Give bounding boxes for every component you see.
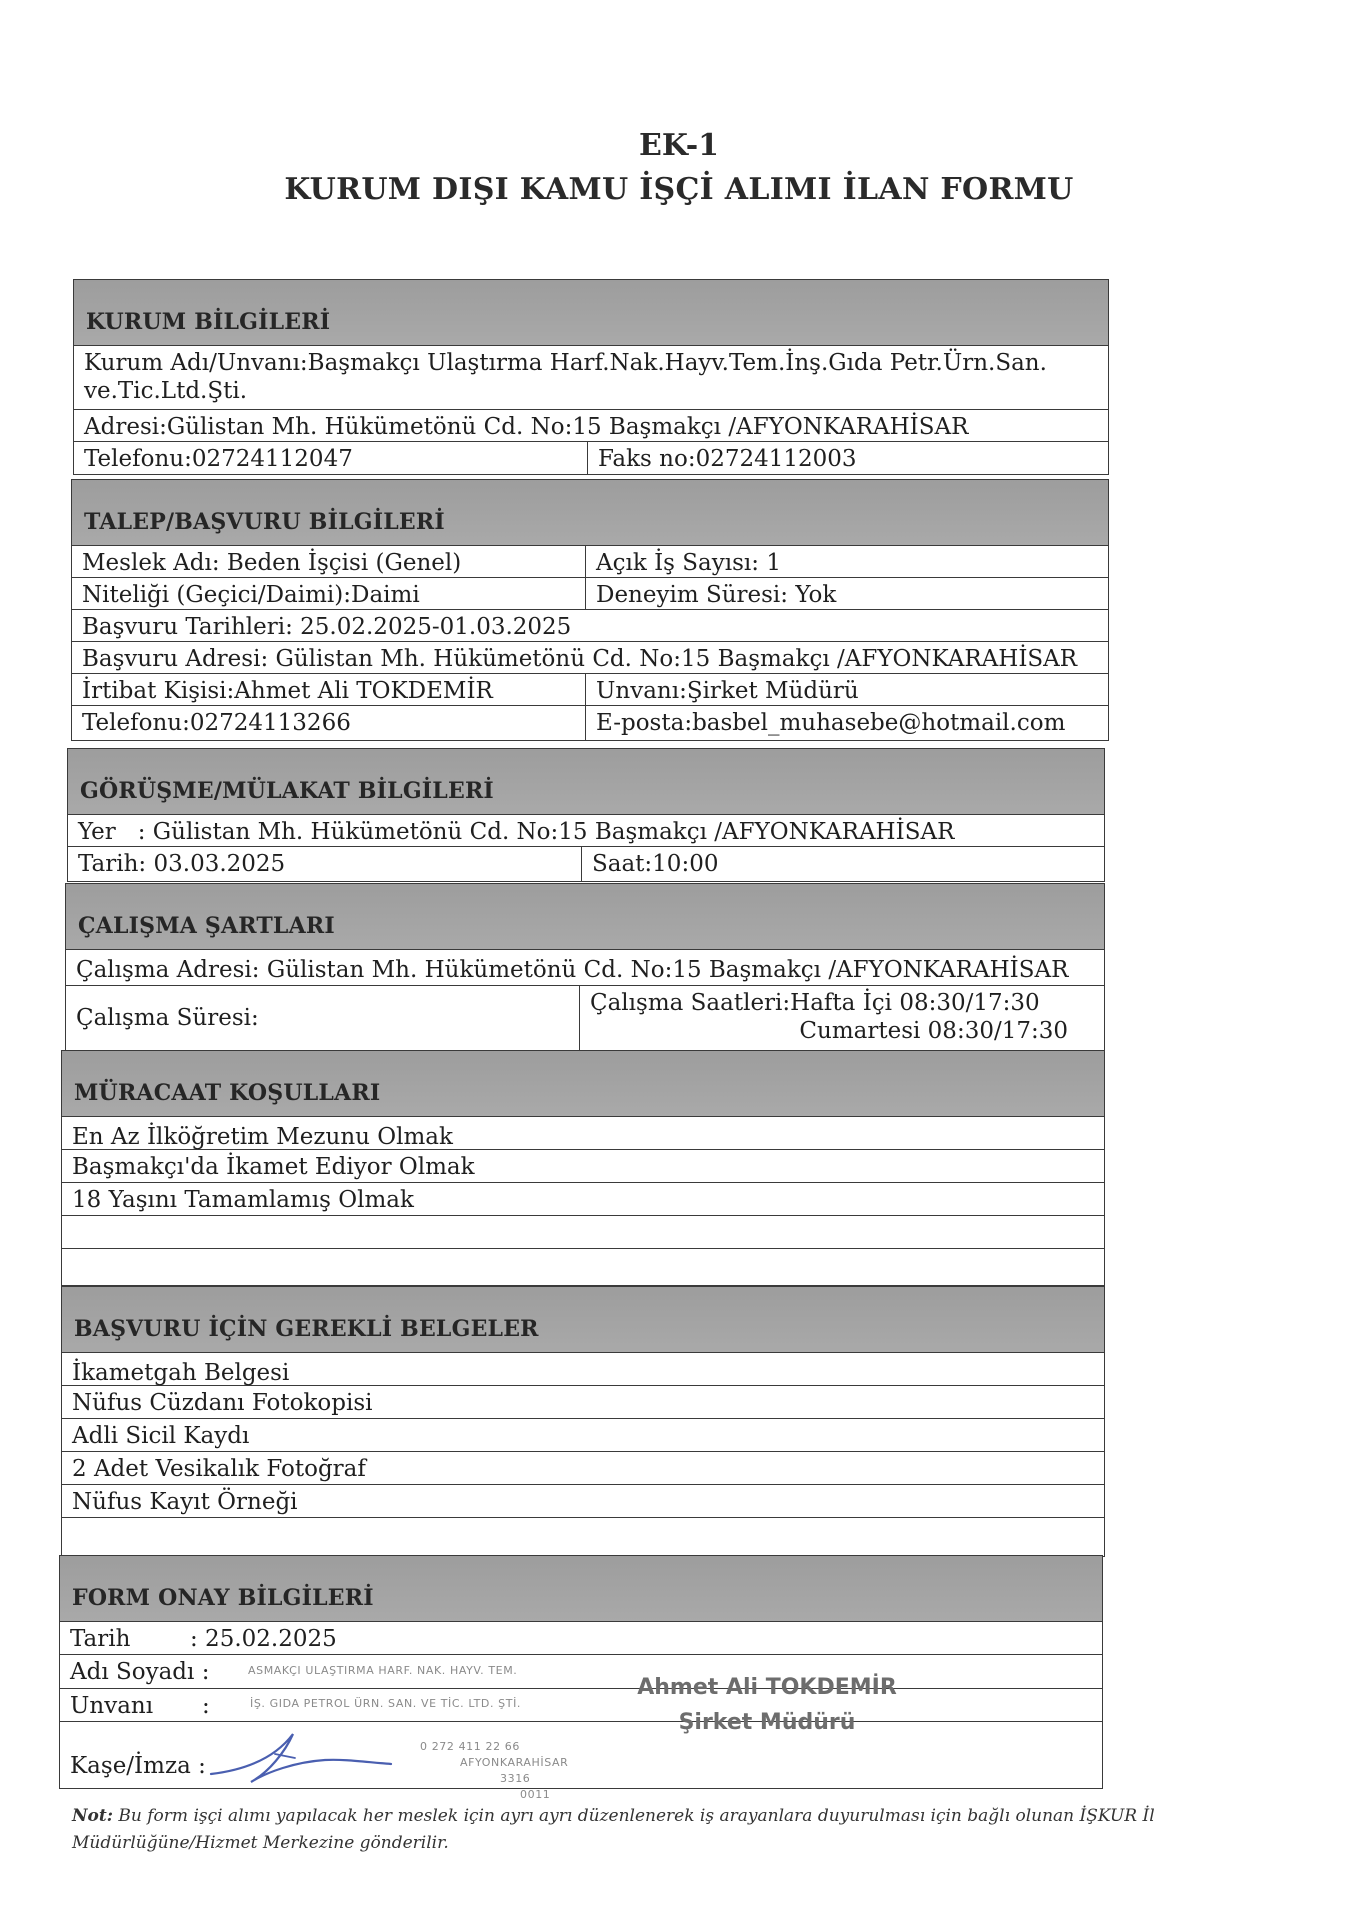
kurum-address-row	[74, 410, 1108, 442]
onay-date-row	[60, 1622, 1102, 1655]
stamp-line: AFYONKARAHİSAR	[460, 1756, 569, 1769]
document-item: Adli Sicil Kaydı	[72, 1423, 250, 1449]
approval-title-colon: :	[202, 1693, 210, 1719]
condition-row	[62, 1249, 1104, 1285]
belgeler-heading: BAŞVURU İÇİN GEREKLİ BELGELER	[62, 1287, 1104, 1353]
form-code: EK-1	[638, 128, 720, 163]
talep-row	[72, 546, 1108, 578]
job-nature: Niteliği (Geçici/Daimi):Daimi	[82, 582, 420, 608]
condition-row	[62, 1183, 1104, 1216]
contact-phone: Telefonu:02724113266	[82, 710, 351, 736]
kurum-heading: KURUM BİLGİLERİ	[74, 280, 1108, 346]
gorusme-section	[67, 748, 1105, 882]
occupation: Meslek Adı: Beden İşçisi (Genel)	[82, 550, 462, 576]
calisma-row	[66, 986, 1104, 1050]
kurum-phone: Telefonu:02724112047	[84, 446, 353, 472]
onay-heading: FORM ONAY BİLGİLERİ	[60, 1556, 1102, 1622]
kurum-contact-row	[74, 442, 1108, 474]
signature-scribble	[205, 1728, 395, 1788]
condition-item: En Az İlköğretim Mezunu Olmak	[72, 1124, 453, 1150]
stamp-line: 3316	[500, 1772, 531, 1785]
calisma-section	[65, 883, 1105, 1051]
condition-item	[62, 1216, 1104, 1248]
muracaat-heading: MÜRACAAT KOŞULLARI	[62, 1051, 1104, 1117]
document-item: 2 Adet Vesikalık Fotoğraf	[72, 1456, 366, 1482]
talep-row	[72, 674, 1108, 706]
application-dates: Başvuru Tarihleri: 25.02.2025-01.03.2025	[82, 614, 572, 640]
work-hours-weekday: Çalışma Saatleri:Hafta İçi 08:30/17:30	[590, 990, 1040, 1016]
footer-note	[72, 1803, 1292, 1857]
belgeler-section	[61, 1286, 1105, 1557]
signer-title: Şirket Müdürü	[678, 1710, 856, 1735]
form-title: KURUM DIŞI KAMU İŞÇİ ALIMI İLAN FORMU	[284, 172, 1074, 207]
kurum-name-row	[74, 346, 1108, 410]
talep-section	[71, 479, 1109, 741]
condition-item: Başmakçı'da İkamet Ediyor Olmak	[72, 1154, 475, 1180]
condition-row	[62, 1216, 1104, 1249]
stamp-line: İŞ. GIDA PETROL ÜRN. SAN. VE TİC. LTD. ŞTİ.	[250, 1697, 522, 1710]
onay-name-row	[60, 1655, 1102, 1689]
interview-date: Tarih: 03.03.2025	[78, 851, 286, 877]
condition-item: 18 Yaşını Tamamlamış Olmak	[72, 1187, 414, 1213]
gorusme-heading: GÖRÜŞME/MÜLAKAT BİLGİLERİ	[68, 749, 1104, 815]
kurum-section	[73, 279, 1109, 475]
document-item: Nüfus Kayıt Örneği	[72, 1489, 298, 1515]
condition-item	[62, 1249, 1104, 1285]
work-address: Çalışma Adresi: Gülistan Mh. Hükümetönü Cd. No:15 Başmakçı /AFYONKARAHİSAR	[76, 957, 1069, 983]
interview-time: Saat:10:00	[581, 847, 1104, 881]
document-row	[62, 1386, 1104, 1419]
condition-row	[62, 1117, 1104, 1150]
approval-date-label: Tarih	[70, 1626, 131, 1652]
muracaat-section	[61, 1050, 1105, 1286]
onay-title-row	[60, 1689, 1102, 1722]
open-jobs: Açık İş Sayısı: 1	[585, 546, 1108, 577]
document-row	[62, 1419, 1104, 1452]
kurum-fax: Faks no:02724112003	[587, 442, 1108, 474]
contact-email: E-posta:basbel_muhasebe@hotmail.com	[585, 706, 1108, 740]
approval-title-label: Unvanı	[70, 1693, 154, 1719]
note-text: Bu form işçi alımı yapılacak her meslek için ayrı ayrı düzenlenerek iş arayanlara duyurulması için bağlı olunan İŞKUR İl Müdürlüğüne/Hizmet Merkezine gönderilir.	[72, 1806, 1155, 1853]
approval-name-label: Adı Soyadı :	[70, 1659, 210, 1685]
document-row	[62, 1452, 1104, 1485]
stamp-line: 0011	[520, 1788, 551, 1801]
condition-row	[62, 1150, 1104, 1183]
contact-title: Unvanı:Şirket Müdürü	[585, 674, 1108, 705]
approval-stamp-label: Kaşe/İmza :	[70, 1753, 206, 1779]
gorusme-row	[68, 815, 1104, 847]
talep-row	[72, 610, 1108, 642]
document-row	[62, 1518, 1104, 1556]
calisma-row	[66, 950, 1104, 986]
kurum-name-line2: ve.Tic.Ltd.Şti.	[84, 378, 248, 404]
contact-person: İrtibat Kişisi:Ahmet Ali TOKDEMİR	[82, 678, 493, 704]
document-item: İkametgah Belgesi	[72, 1360, 290, 1386]
approval-date-value: : 25.02.2025	[190, 1626, 337, 1652]
document-item	[62, 1518, 1104, 1556]
work-hours-saturday: Cumartesi 08:30/17:30	[799, 1018, 1068, 1044]
stamp-line: ASMAKÇI ULAŞTIRMA HARF. NAK. HAYV. TEM.	[248, 1664, 518, 1677]
gorusme-row	[68, 847, 1104, 881]
document-row	[62, 1485, 1104, 1518]
talep-heading: TALEP/BAŞVURU BİLGİLERİ	[72, 480, 1108, 546]
talep-row	[72, 706, 1108, 740]
application-address: Başvuru Adresi: Gülistan Mh. Hükümetönü Cd. No:15 Başmakçı /AFYONKARAHİSAR	[82, 646, 1078, 672]
interview-place: Yer : Gülistan Mh. Hükümetönü Cd. No:15 Başmakçı /AFYONKARAHİSAR	[78, 819, 955, 845]
work-duration: Çalışma Süresi:	[76, 1005, 259, 1031]
stamp-line: 0 272 411 22 66	[420, 1740, 520, 1753]
calisma-heading: ÇALIŞMA ŞARTLARI	[66, 884, 1104, 950]
talep-row	[72, 578, 1108, 610]
experience: Deneyim Süresi: Yok	[585, 578, 1108, 609]
document-row	[62, 1353, 1104, 1386]
kurum-name-line1: Kurum Adı/Unvanı:Başmakçı Ulaştırma Harf.Nak.Hayv.Tem.İnş.Gıda Petr.Ürn.San.	[84, 350, 1047, 376]
talep-row	[72, 642, 1108, 674]
signer-name: Ahmet Ali TOKDEMİR	[637, 1675, 897, 1700]
kurum-address: Adresi:Gülistan Mh. Hükümetönü Cd. No:15 Başmakçı /AFYONKARAHİSAR	[84, 414, 969, 440]
note-label: Not:	[72, 1806, 114, 1826]
document-item: Nüfus Cüzdanı Fotokopisi	[72, 1390, 373, 1416]
